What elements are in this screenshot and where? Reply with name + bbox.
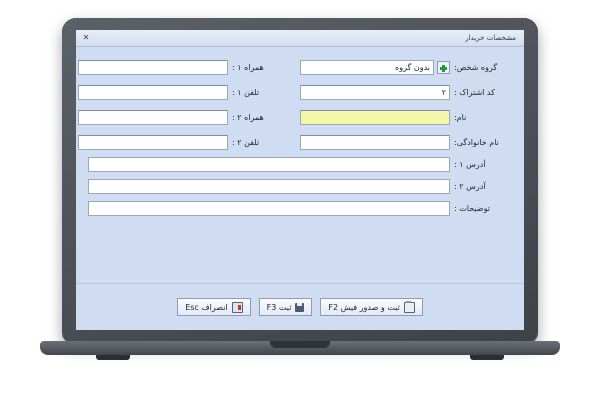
label-description: توضیحات :	[454, 203, 490, 213]
exit-icon	[232, 302, 243, 313]
description-input[interactable]	[88, 201, 450, 216]
phone-2-input[interactable]	[78, 135, 228, 150]
close-icon[interactable]: ✕	[82, 33, 90, 42]
save-icon	[295, 303, 304, 312]
label-subscription-code: کد اشتراک :	[454, 87, 495, 97]
window-footer	[76, 283, 524, 330]
laptop-base-notch	[270, 341, 330, 348]
mobile-1-input[interactable]	[78, 60, 228, 75]
label-last-name: نام خانوادگی:	[454, 137, 499, 147]
address-rows	[88, 153, 512, 219]
last-name-input[interactable]	[300, 135, 450, 150]
submit-button[interactable]	[259, 298, 313, 316]
label-first-name: نام:	[454, 112, 467, 122]
submit-and-print-button[interactable]	[320, 298, 422, 316]
label-person-group: گروه شخص:	[454, 62, 498, 72]
printer-icon	[404, 302, 415, 313]
app-window	[76, 30, 524, 330]
form-area	[76, 47, 524, 283]
window-titlebar	[76, 30, 524, 47]
label-address-2: آدرس ۲ :	[454, 181, 486, 191]
window-title: مشخصات خریدار	[465, 34, 516, 42]
label-mobile-2: همراه ۲ :	[232, 112, 264, 122]
label-mobile-1: همراه ۱ :	[232, 62, 264, 72]
add-group-button[interactable]	[437, 61, 450, 74]
phone-1-input[interactable]	[78, 85, 228, 100]
laptop-screen	[76, 30, 524, 330]
submit-and-print-label: ثبت و صدور فیش F2	[328, 302, 400, 312]
person-group-control	[300, 60, 450, 75]
laptop-foot-right	[470, 355, 504, 360]
mobile-2-input[interactable]	[78, 110, 228, 125]
address-1-input[interactable]	[88, 157, 450, 172]
first-name-input[interactable]	[300, 110, 450, 125]
address-2-input[interactable]	[88, 179, 450, 194]
label-phone-2: تلفن ۲ :	[232, 137, 260, 147]
subscription-code-input[interactable]: ۲	[300, 85, 450, 100]
person-group-select[interactable]: بدون گروه	[300, 60, 434, 75]
cancel-button[interactable]	[177, 298, 250, 316]
label-phone-1: تلفن ۱ :	[232, 87, 260, 97]
label-address-1: آدرس ۱ :	[454, 159, 486, 169]
cancel-label: انصراف Esc	[185, 302, 228, 312]
form-grid	[88, 56, 512, 153]
submit-label: ثبت F3	[266, 302, 292, 312]
laptop-foot-left	[96, 355, 130, 360]
